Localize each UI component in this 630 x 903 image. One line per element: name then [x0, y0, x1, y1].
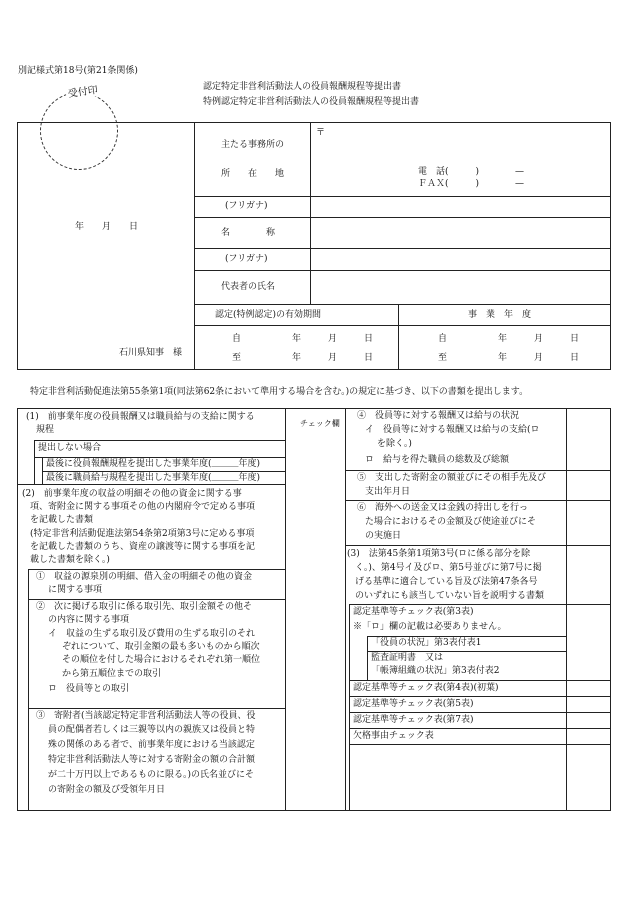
check-table-5: 認定基準等チェック表(第5表) [353, 699, 474, 709]
item-2-line: その順位を付した場合におけるそれぞれ第一順位 [62, 655, 261, 665]
form-label: 別記様式第18号(第21条関係) [18, 66, 138, 76]
section-3-line: く。)、第4号イ及びロ、第5号並びに第7号に掲 [355, 563, 542, 573]
furigana-name: (フリガナ) [225, 201, 268, 211]
name-label: 名 称 [221, 228, 276, 238]
check-table-3: 認定基準等チェック表(第3表) [353, 607, 474, 617]
office-label: 主たる事務所の [221, 140, 285, 150]
postal-mark: 〒 [316, 128, 326, 138]
item-3-line: が二十万円以上であるものに限る。)の氏名並びにそ [48, 770, 255, 780]
item-2-line: ぞれについて、取引金額の最も多いものから順次 [62, 642, 260, 652]
section-2-line: (2) 前事業年度の収益の明細その他の資金に関する事 [22, 489, 242, 499]
check-column-header: チェック欄 [300, 419, 340, 428]
validity-from: 自 [232, 334, 242, 344]
section-2-line: を記載した書類 [30, 515, 94, 525]
validity-to-date[interactable]: 年 月 日 [292, 353, 374, 363]
submission-date: 年 月 日 [75, 222, 139, 232]
fiscal-to-date[interactable]: 年 月 日 [498, 353, 580, 363]
item-4-line: ④ 役員等に対する報酬又は給与の状況 [357, 411, 520, 421]
item-3-line: 特定非営利活動法人等に対する寄附金の額の合計額 [48, 755, 256, 765]
rep-label: 代表者の氏名 [221, 282, 276, 292]
last-staff-regulation-year[interactable]: 最後に職員給与規程を提出した事業年度(＿＿＿年度) [46, 473, 261, 483]
item-4-line: ロ 給与を得た職員の総数及び総額 [365, 455, 510, 465]
item-3-line: 員の配偶者若しくは三親等以内の親族又は役員と特 [48, 725, 256, 735]
item-1-line: ① 収益の源泉別の明細、借入金の明細その他の資金 [36, 572, 253, 582]
item-5-line: 支出年月日 [365, 487, 411, 497]
last-officer-regulation-year[interactable]: 最後に役員報酬規程を提出した事業年度(＿＿＿年度) [46, 459, 261, 469]
item-6-line: の実施日 [365, 531, 402, 541]
item-2-line: から第五順位までの取引 [62, 669, 162, 679]
item-3-line: の寄附金の額及び受領年月日 [48, 785, 166, 795]
intro-text: 特定非営利活動促進法第55条第1項(同法第62条において準用する場合を含む。)の規定に基づき、以下の書類を提出します。 [30, 387, 529, 397]
item-6-line: ⑥ 海外への送金又は金銭の持出しを行っ [357, 503, 529, 513]
section-3-line: (3) 法第45条第1項第3号(ロに係る部分を除 [347, 549, 531, 559]
section-1-title: (1) 前事業年度の役員報酬又は職員給与の支給に関する [26, 412, 255, 422]
validity-to: 至 [232, 353, 242, 363]
section-1-title-2: 規程 [36, 425, 55, 435]
validity-from-date[interactable]: 年 月 日 [292, 334, 374, 344]
fax-field[interactable]: ＦＡＸ( ) — [418, 179, 525, 189]
item-3-line: 殊の関係のある者で、前事業年度における当該認定 [48, 740, 255, 750]
item-2-line: ② 次に掲げる取引に係る取引先、取引金額その他そ [36, 602, 253, 612]
item-3-line: ③ 寄附者(当該認定特定非営利活動法人等の役員、役 [36, 711, 256, 721]
item-2-line: の内容に関する事項 [48, 615, 130, 625]
item-6-line: た場合におけるその金額及び使途並びにそ [365, 517, 537, 527]
furigana-rep: (フリガナ) [225, 254, 268, 264]
section-2-line: 載した書類を除く。) [30, 555, 110, 565]
officer-status-attachment: 「役員の状況」第3表付表1 [371, 638, 482, 648]
validity-label: 認定(特例認定)の有効期間 [215, 310, 322, 320]
section-3-line: のいずれにも該当していない旨を説明する書類 [355, 591, 545, 601]
location-label: 所 在 地 [221, 169, 285, 179]
fiscal-to: 至 [438, 353, 448, 363]
section-2-line: 項、寄附金に関する事項その他の内閣府令で定める事項 [30, 502, 256, 512]
form-title-2: 特例認定特定非営利活動法人の役員報酬規程等提出書 [203, 97, 420, 107]
receipt-stamp-label: 受付印 [67, 84, 99, 101]
disqualification-check-table: 欠格事由チェック表 [353, 731, 434, 741]
fiscal-year-label: 事 業 年 度 [468, 310, 532, 320]
fiscal-from: 自 [438, 334, 448, 344]
form-title-1: 認定特定非営利活動法人の役員報酬規程等提出書 [203, 82, 402, 92]
check-table-3-note: ※「ロ」欄の記載は必要ありません。 [353, 622, 507, 632]
addressee: 石川県知事 様 [119, 348, 183, 358]
check-table-4: 認定基準等チェック表(第4表)(初葉) [353, 683, 499, 693]
audit-certificate: 監査証明書 又は [371, 653, 444, 663]
item-2-line: イ 収益の生ずる取引及び費用の生ずる取引のそれ [48, 629, 256, 639]
check-table-7: 認定基準等チェック表(第7表) [353, 715, 474, 725]
section-3-line: げる基準に適合している旨及び法第47条各号 [355, 577, 538, 587]
item-2-line: ロ 役員等との取引 [48, 684, 130, 694]
item-4-line: を除く。) [377, 439, 412, 449]
item-1-line: に関する事項 [48, 585, 103, 595]
phone-field[interactable]: 電 話( ) — [418, 167, 525, 177]
header-table [17, 122, 611, 370]
item-4-line: イ 役員等に対する報酬又は給与の支給(ロ [365, 425, 540, 435]
fiscal-from-date[interactable]: 年 月 日 [498, 334, 580, 344]
not-submitted-label: 提出しない場合 [38, 443, 102, 453]
item-5-line: ⑤ 支出した寄附金の額並びにその相手先及び [357, 473, 547, 483]
section-2-line: (特定非営利活動促進法第54条第2項第3号に定める事項 [30, 529, 255, 539]
books-organization-attachment: 「帳簿組織の状況」第3表付表2 [371, 666, 500, 676]
section-2-line: を記載した書類のうち、資産の譲渡等に関する事項を記 [30, 542, 256, 552]
